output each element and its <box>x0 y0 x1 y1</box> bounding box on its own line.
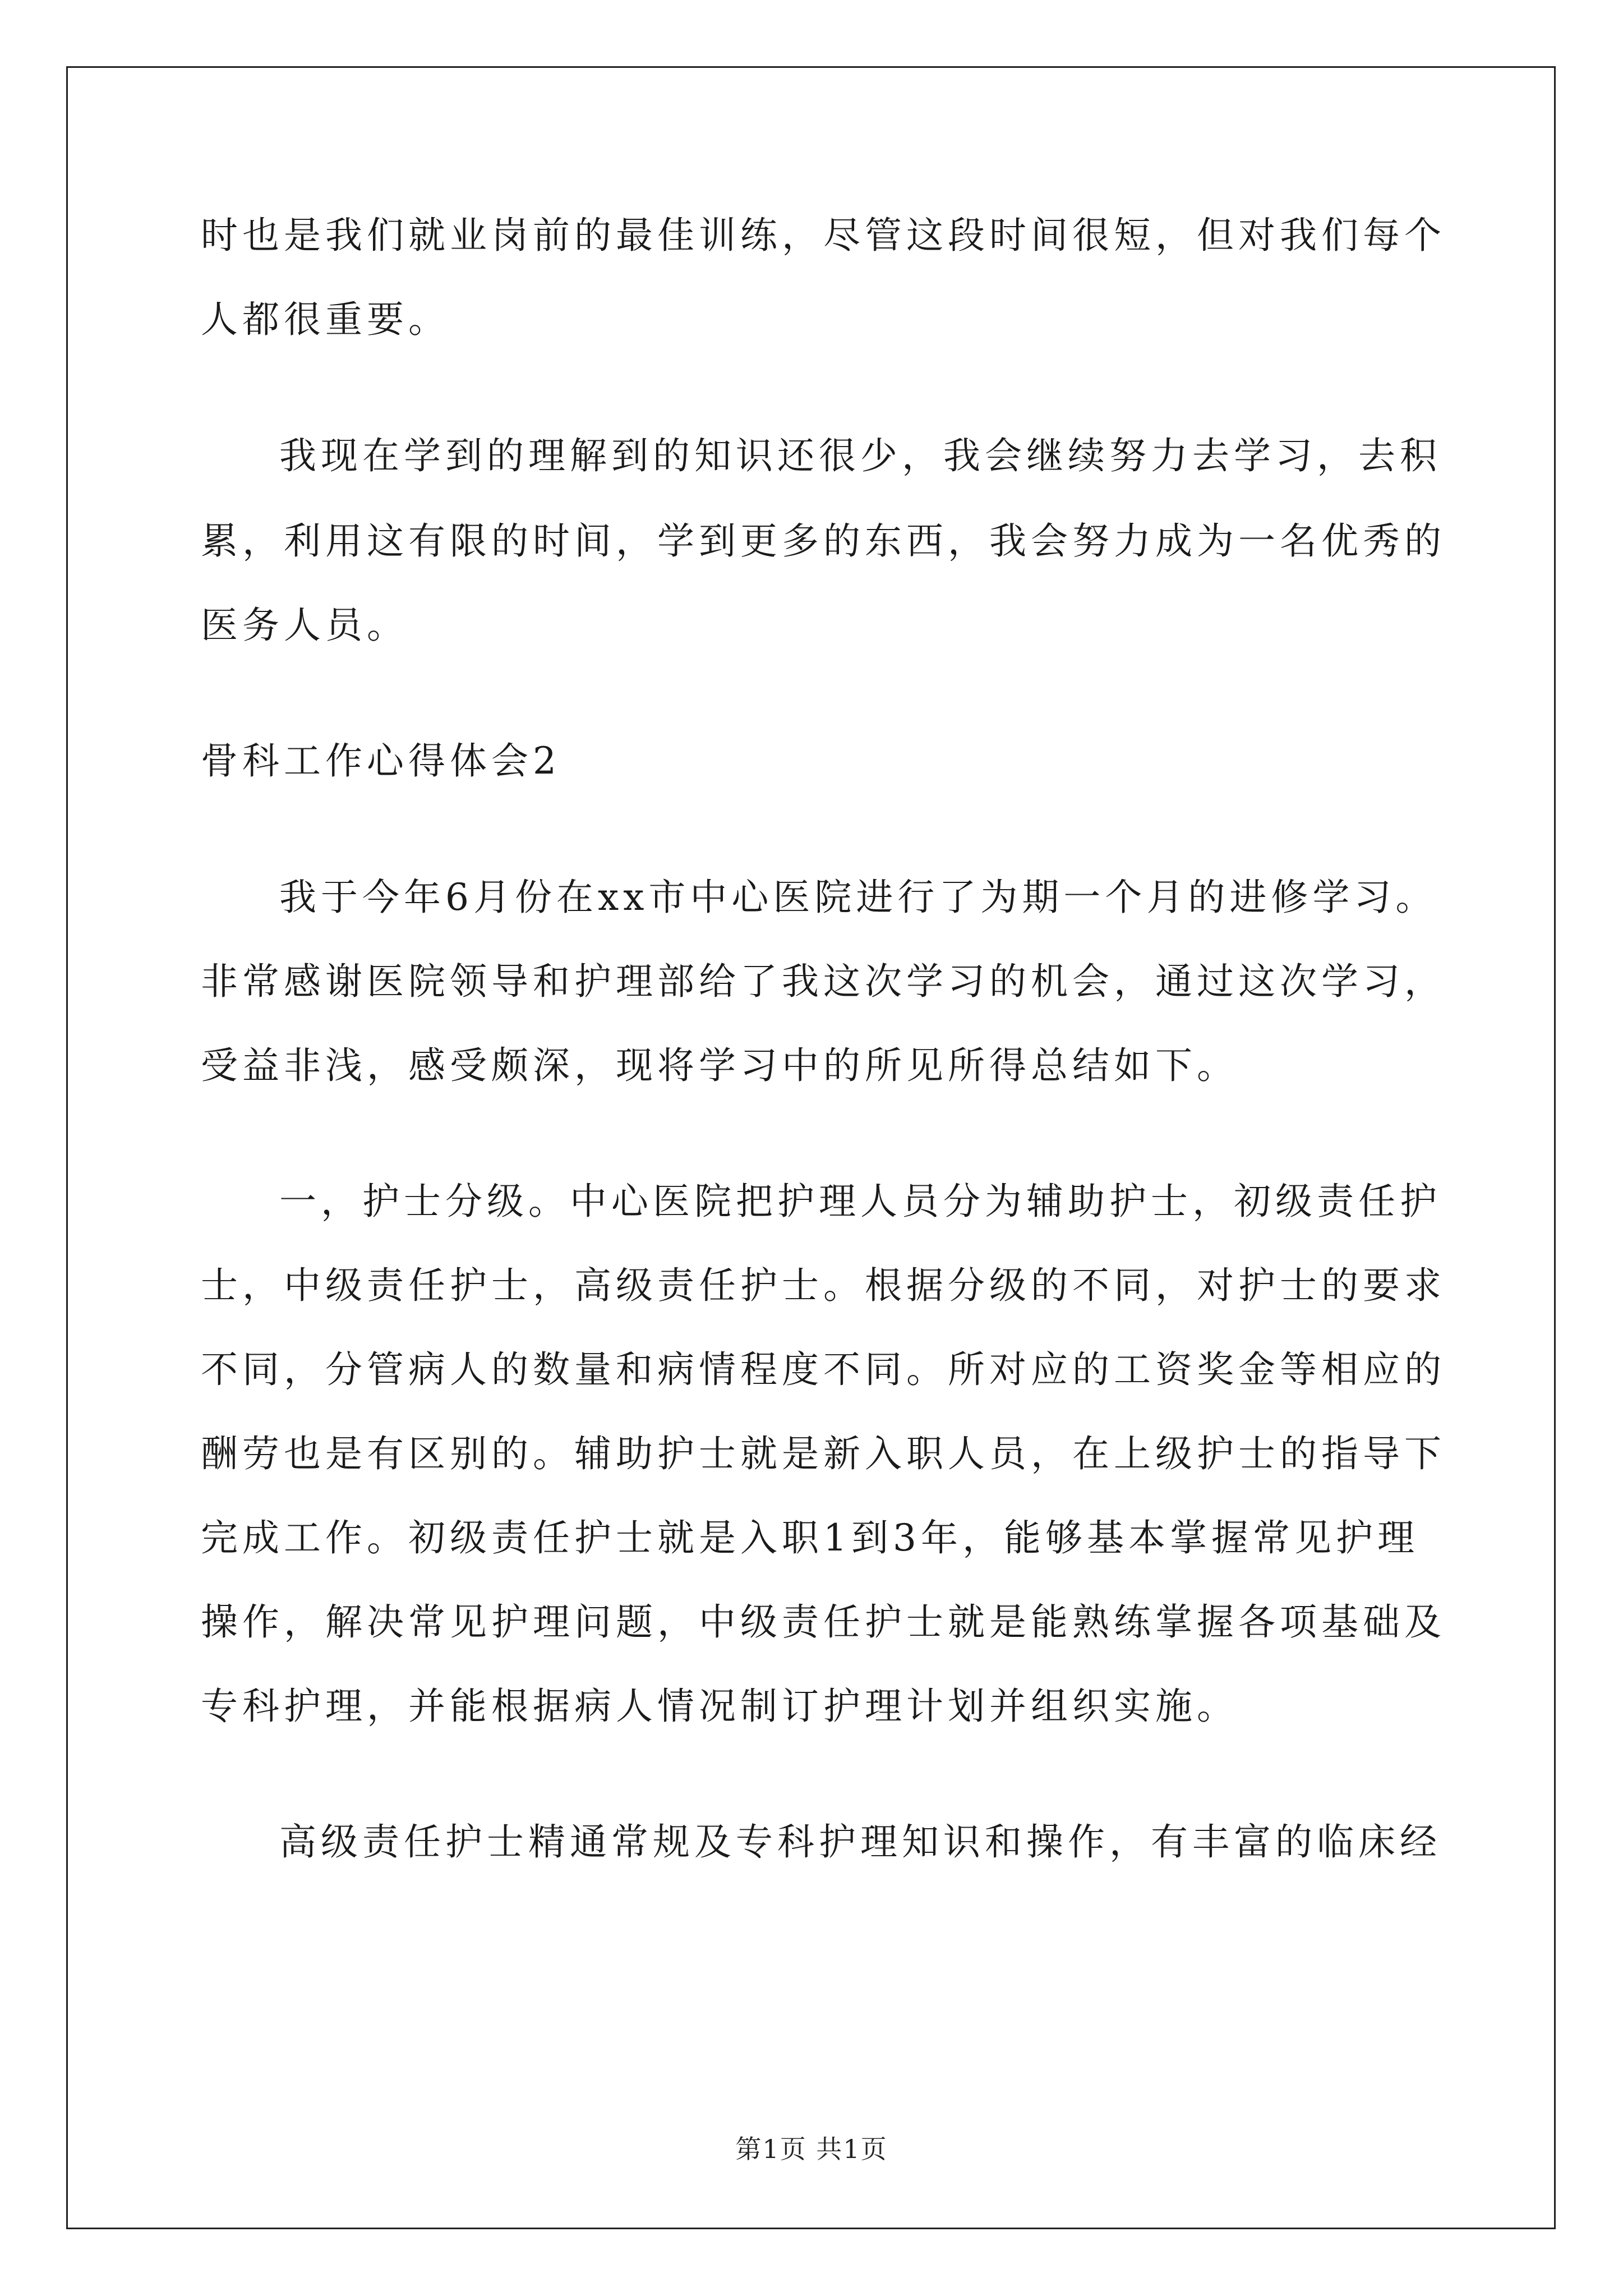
text-line: 不同，分管病人的数量和病情程度不同。所对应的工资奖金等相应的 <box>201 1348 1446 1391</box>
text-line: 人都很重要。 <box>201 298 450 341</box>
page-footer: 第1页 共1页 <box>735 2134 888 2164</box>
text-line: 受益非浅，感受颇深，现将学习中的所见所得总结如下。 <box>201 1044 1238 1087</box>
paragraph-first-line: 一，护士分级。中心医院把护理人员分为辅助护士，初级责任护 <box>279 1180 1441 1223</box>
paragraph-first-line: 高级责任护士精通常规及专科护理知识和操作，有丰富的临床经 <box>279 1820 1441 1864</box>
text-line: 累，利用这有限的时间，学到更多的东西，我会努力成为一名优秀的 <box>201 519 1446 563</box>
text-line: 酬劳也是有区别的。辅助护士就是新入职人员，在上级护士的指导下 <box>201 1432 1446 1475</box>
text-line: 医务人员。 <box>201 604 408 647</box>
page-border <box>66 66 1556 2229</box>
text-line: 非常感谢医院领导和护理部给了我这次学习的机会，通过这次学习， <box>201 960 1446 1003</box>
text-line: 完成工作。初级责任护士就是入职1到3年，能够基本掌握常见护理 <box>201 1516 1419 1559</box>
text-line: 操作，解决常见护理问题，中级责任护士就是能熟练掌握各项基础及 <box>201 1600 1446 1644</box>
paragraph-first-line: 我现在学到的理解到的知识还很少，我会继续努力去学习，去积 <box>279 434 1441 477</box>
section-heading: 骨科工作心得体会2 <box>201 739 561 783</box>
paragraph-first-line: 我于今年6月份在xx市中心医院进行了为期一个月的进修学习。 <box>279 876 1437 919</box>
text-line: 士，中级责任护士，高级责任护士。根据分级的不同，对护士的要求 <box>201 1264 1446 1307</box>
text-line: 时也是我们就业岗前的最佳训练，尽管这段时间很短，但对我们每个 <box>201 214 1446 257</box>
text-line: 专科护理，并能根据病人情况制订护理计划并组织实施。 <box>201 1685 1238 1728</box>
